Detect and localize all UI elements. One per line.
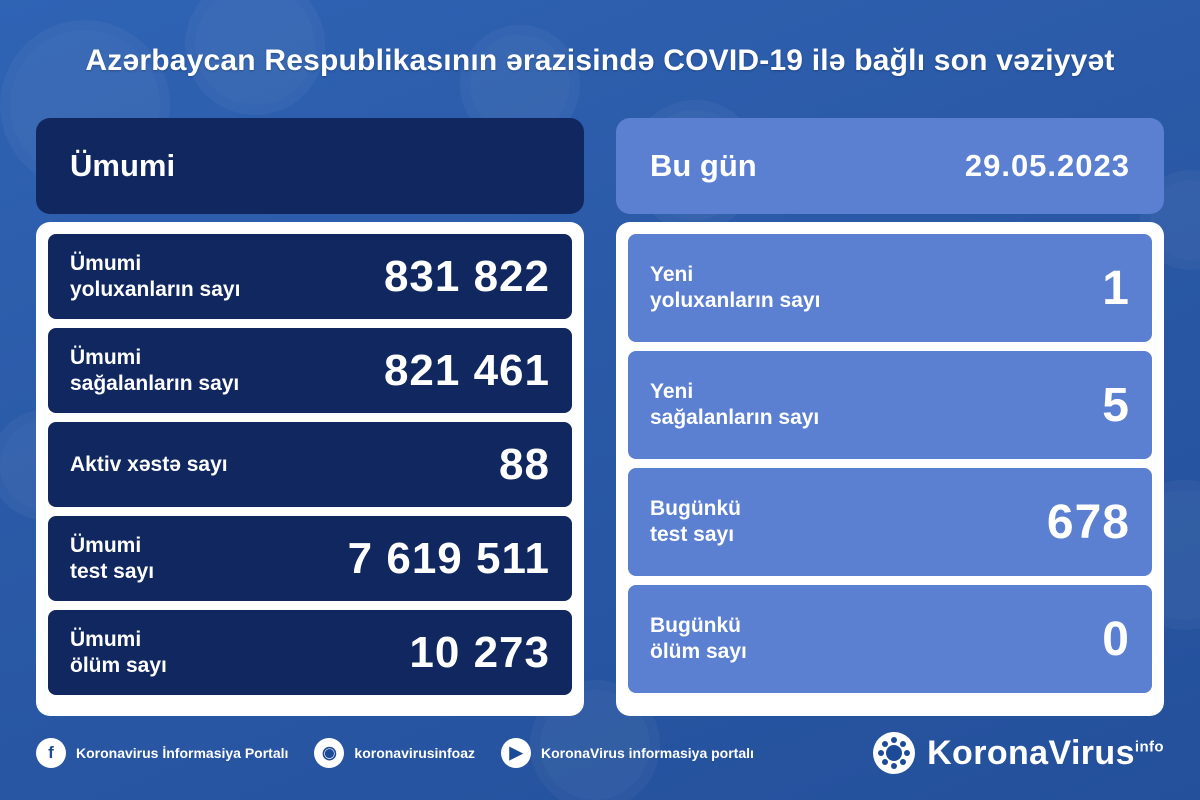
- stat-row-total-deaths: [48, 610, 572, 695]
- stat-label-line2: ölüm sayı: [650, 640, 747, 663]
- total-stats-card: [36, 222, 584, 716]
- stat-row-new-recovered: [628, 351, 1152, 459]
- stat-label-line1: Ümumi: [70, 251, 142, 275]
- stat-label-line2: yoluxanların sayı: [650, 289, 821, 312]
- stat-label: [650, 379, 819, 430]
- today-stats-card: [616, 222, 1164, 716]
- instagram-icon: ◉: [314, 738, 344, 768]
- stat-label-line1: Ümumi: [70, 345, 142, 369]
- stat-row-today-tests: [628, 468, 1152, 576]
- stat-row-new-cases: [628, 234, 1152, 342]
- stat-label: [70, 345, 239, 396]
- stat-label: [70, 627, 167, 678]
- stat-label-line1: Bugünkü: [650, 614, 741, 638]
- social-facebook[interactable]: [36, 738, 288, 768]
- stat-row-active-cases: [48, 422, 572, 507]
- youtube-icon: ▶: [501, 738, 531, 768]
- today-date: 29.05.2023: [964, 148, 1130, 183]
- brand-logo[interactable]: [873, 732, 1164, 774]
- social-label: Koronavirus İnformasiya Portalı: [76, 745, 289, 761]
- stat-label-line2: yoluxanların sayı: [70, 277, 241, 301]
- stat-value: 678: [1046, 495, 1130, 549]
- stat-label: [70, 533, 154, 584]
- stat-label: [70, 251, 240, 302]
- stat-label-line2: ölüm sayı: [70, 653, 167, 677]
- stat-value: 5: [1102, 378, 1130, 432]
- stat-label-line1: Ümumi: [70, 627, 142, 651]
- stat-row-total-recovered: [48, 328, 572, 413]
- stat-label-line2: test sayı: [650, 523, 735, 546]
- stat-value: 0: [1102, 612, 1130, 666]
- social-label: koronavirusinfoaz: [354, 745, 475, 761]
- stat-value: 7 619 511: [347, 533, 550, 583]
- stat-label-line2: sağalanların sayı: [70, 371, 240, 395]
- stat-label-line1: Ümumi: [70, 533, 142, 557]
- stat-label-line1: Yeni: [650, 380, 694, 404]
- today-header-label: Bu gün: [650, 148, 757, 183]
- stat-label-line2: sağalanların sayı: [650, 406, 820, 429]
- stat-value: 821 461: [383, 345, 550, 395]
- stat-row-total-tests: [48, 516, 572, 601]
- stat-label-line1: Bugünkü: [650, 497, 741, 521]
- total-header-label: Ümumi: [70, 148, 176, 183]
- today-column-header: [616, 118, 1164, 214]
- total-column-header: [36, 118, 584, 214]
- stat-value: 831 822: [383, 251, 550, 301]
- page-title: Azərbaycan Respublikasının ərazisində COVID-19 ilə bağlı son vəziyyət: [85, 44, 1115, 77]
- stat-label: [650, 262, 820, 313]
- virus-icon: [873, 732, 915, 774]
- stat-label-line2: test sayı: [70, 559, 155, 583]
- footer: [36, 732, 1164, 774]
- today-column: [616, 118, 1164, 716]
- stat-row-total-cases: [48, 234, 572, 319]
- brand-name-suffix: info: [1134, 738, 1164, 756]
- social-label: KoronaVirus informasiya portalı: [541, 745, 754, 761]
- social-instagram[interactable]: [314, 738, 475, 768]
- brand-name-text: KoronaVirus: [927, 733, 1135, 772]
- stat-label: [650, 613, 747, 664]
- stat-label: [650, 496, 741, 547]
- stat-value: 88: [499, 439, 550, 489]
- total-column: [36, 118, 584, 716]
- stat-label-line1: Aktiv xəstə sayı: [70, 452, 228, 476]
- brand-name: [927, 734, 1164, 773]
- stat-label-line1: Yeni: [650, 263, 694, 287]
- facebook-icon: f: [36, 738, 66, 768]
- stat-label: [70, 452, 228, 478]
- stats-columns: [36, 118, 1164, 716]
- stat-value: 10 273: [409, 627, 550, 677]
- stat-row-today-deaths: [628, 585, 1152, 693]
- stat-value: 1: [1102, 261, 1130, 315]
- social-youtube[interactable]: [501, 738, 754, 768]
